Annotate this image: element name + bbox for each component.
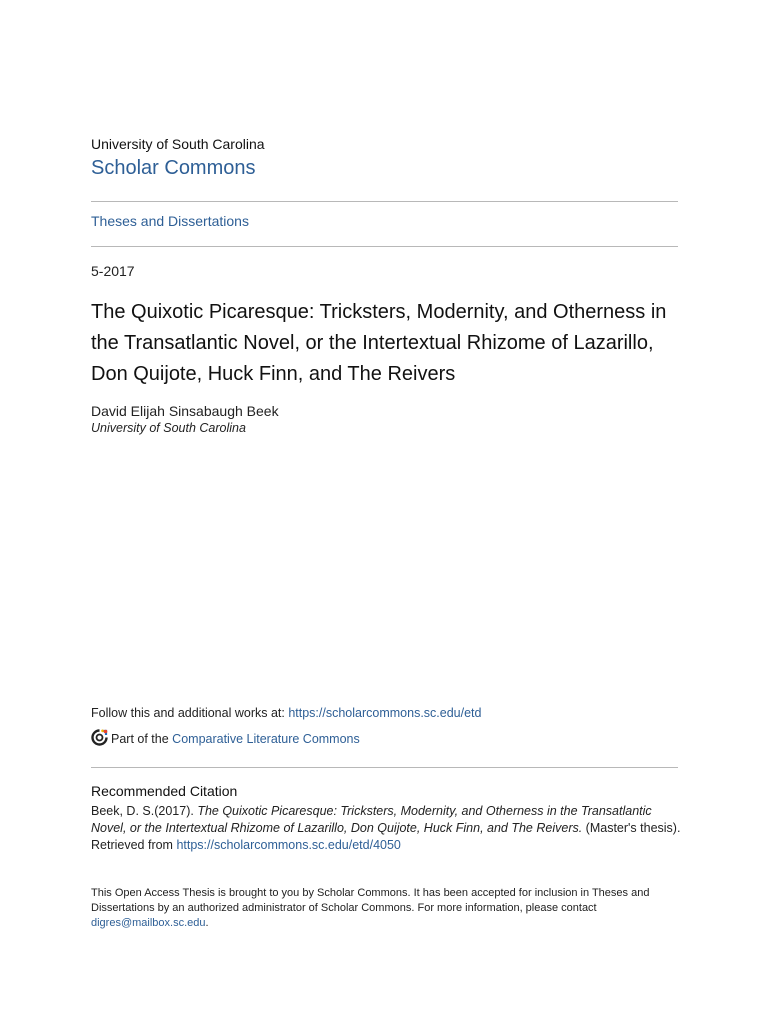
etd-link[interactable]: https://scholarcommons.sc.edu/etd <box>288 706 482 720</box>
document-title: The Quixotic Picaresque: Tricksters, Modernity, and Otherness in the Transatlantic Novel, or the Intertextual Rhizome of Lazarillo, Don Quijote, Huck Finn, and The Reivers <box>91 301 667 385</box>
citation-suffix: (Master's thesis). Retrieved from <box>91 821 681 852</box>
citation-heading: Recommended Citation <box>91 783 238 799</box>
follow-line <box>91 706 481 720</box>
cover-page <box>91 0 681 1024</box>
network-icon <box>91 729 108 746</box>
citation-prefix: Beek, D. S.(2017). <box>91 804 198 818</box>
divider <box>91 767 678 768</box>
access-notice <box>91 886 681 931</box>
divider <box>91 246 678 247</box>
follow-prefix: Follow this and additional works at: <box>91 706 289 720</box>
part-of-prefix: Part of the <box>111 731 169 746</box>
collection-link[interactable]: Theses and Dissertations <box>91 213 249 229</box>
repository-link[interactable]: Scholar Commons <box>91 157 256 179</box>
divider <box>91 201 678 202</box>
access-notice-text: This Open Access Thesis is brought to you by Scholar Commons. It has been accepted for inclusion in Theses and Dissertations by an authorized administrator of Scholar Commons. For more information, please contact <box>91 887 650 914</box>
institution-name: University of South Carolina <box>91 136 265 152</box>
contact-email-link[interactable]: digres@mailbox.sc.edu <box>91 917 206 929</box>
citation-work-title: The Quixotic Picaresque: Tricksters, Modernity, and Otherness in the Transatlantic Novel, or the Intertextual Rhizome of Lazarillo, Don Quijote, Huck Finn, and The Reivers. <box>91 804 652 835</box>
author-name: David Elijah Sinsabaugh Beek <box>91 403 279 419</box>
author-affiliation: University of South Carolina <box>91 421 246 435</box>
part-of-line <box>91 730 360 747</box>
access-notice-end: . <box>205 917 209 929</box>
comparative-literature-link[interactable]: Comparative Literature Commons <box>172 731 360 746</box>
citation-text <box>91 803 681 854</box>
citation-link[interactable]: https://scholarcommons.sc.edu/etd/4050 <box>176 838 401 852</box>
publication-date: 5-2017 <box>91 263 135 279</box>
